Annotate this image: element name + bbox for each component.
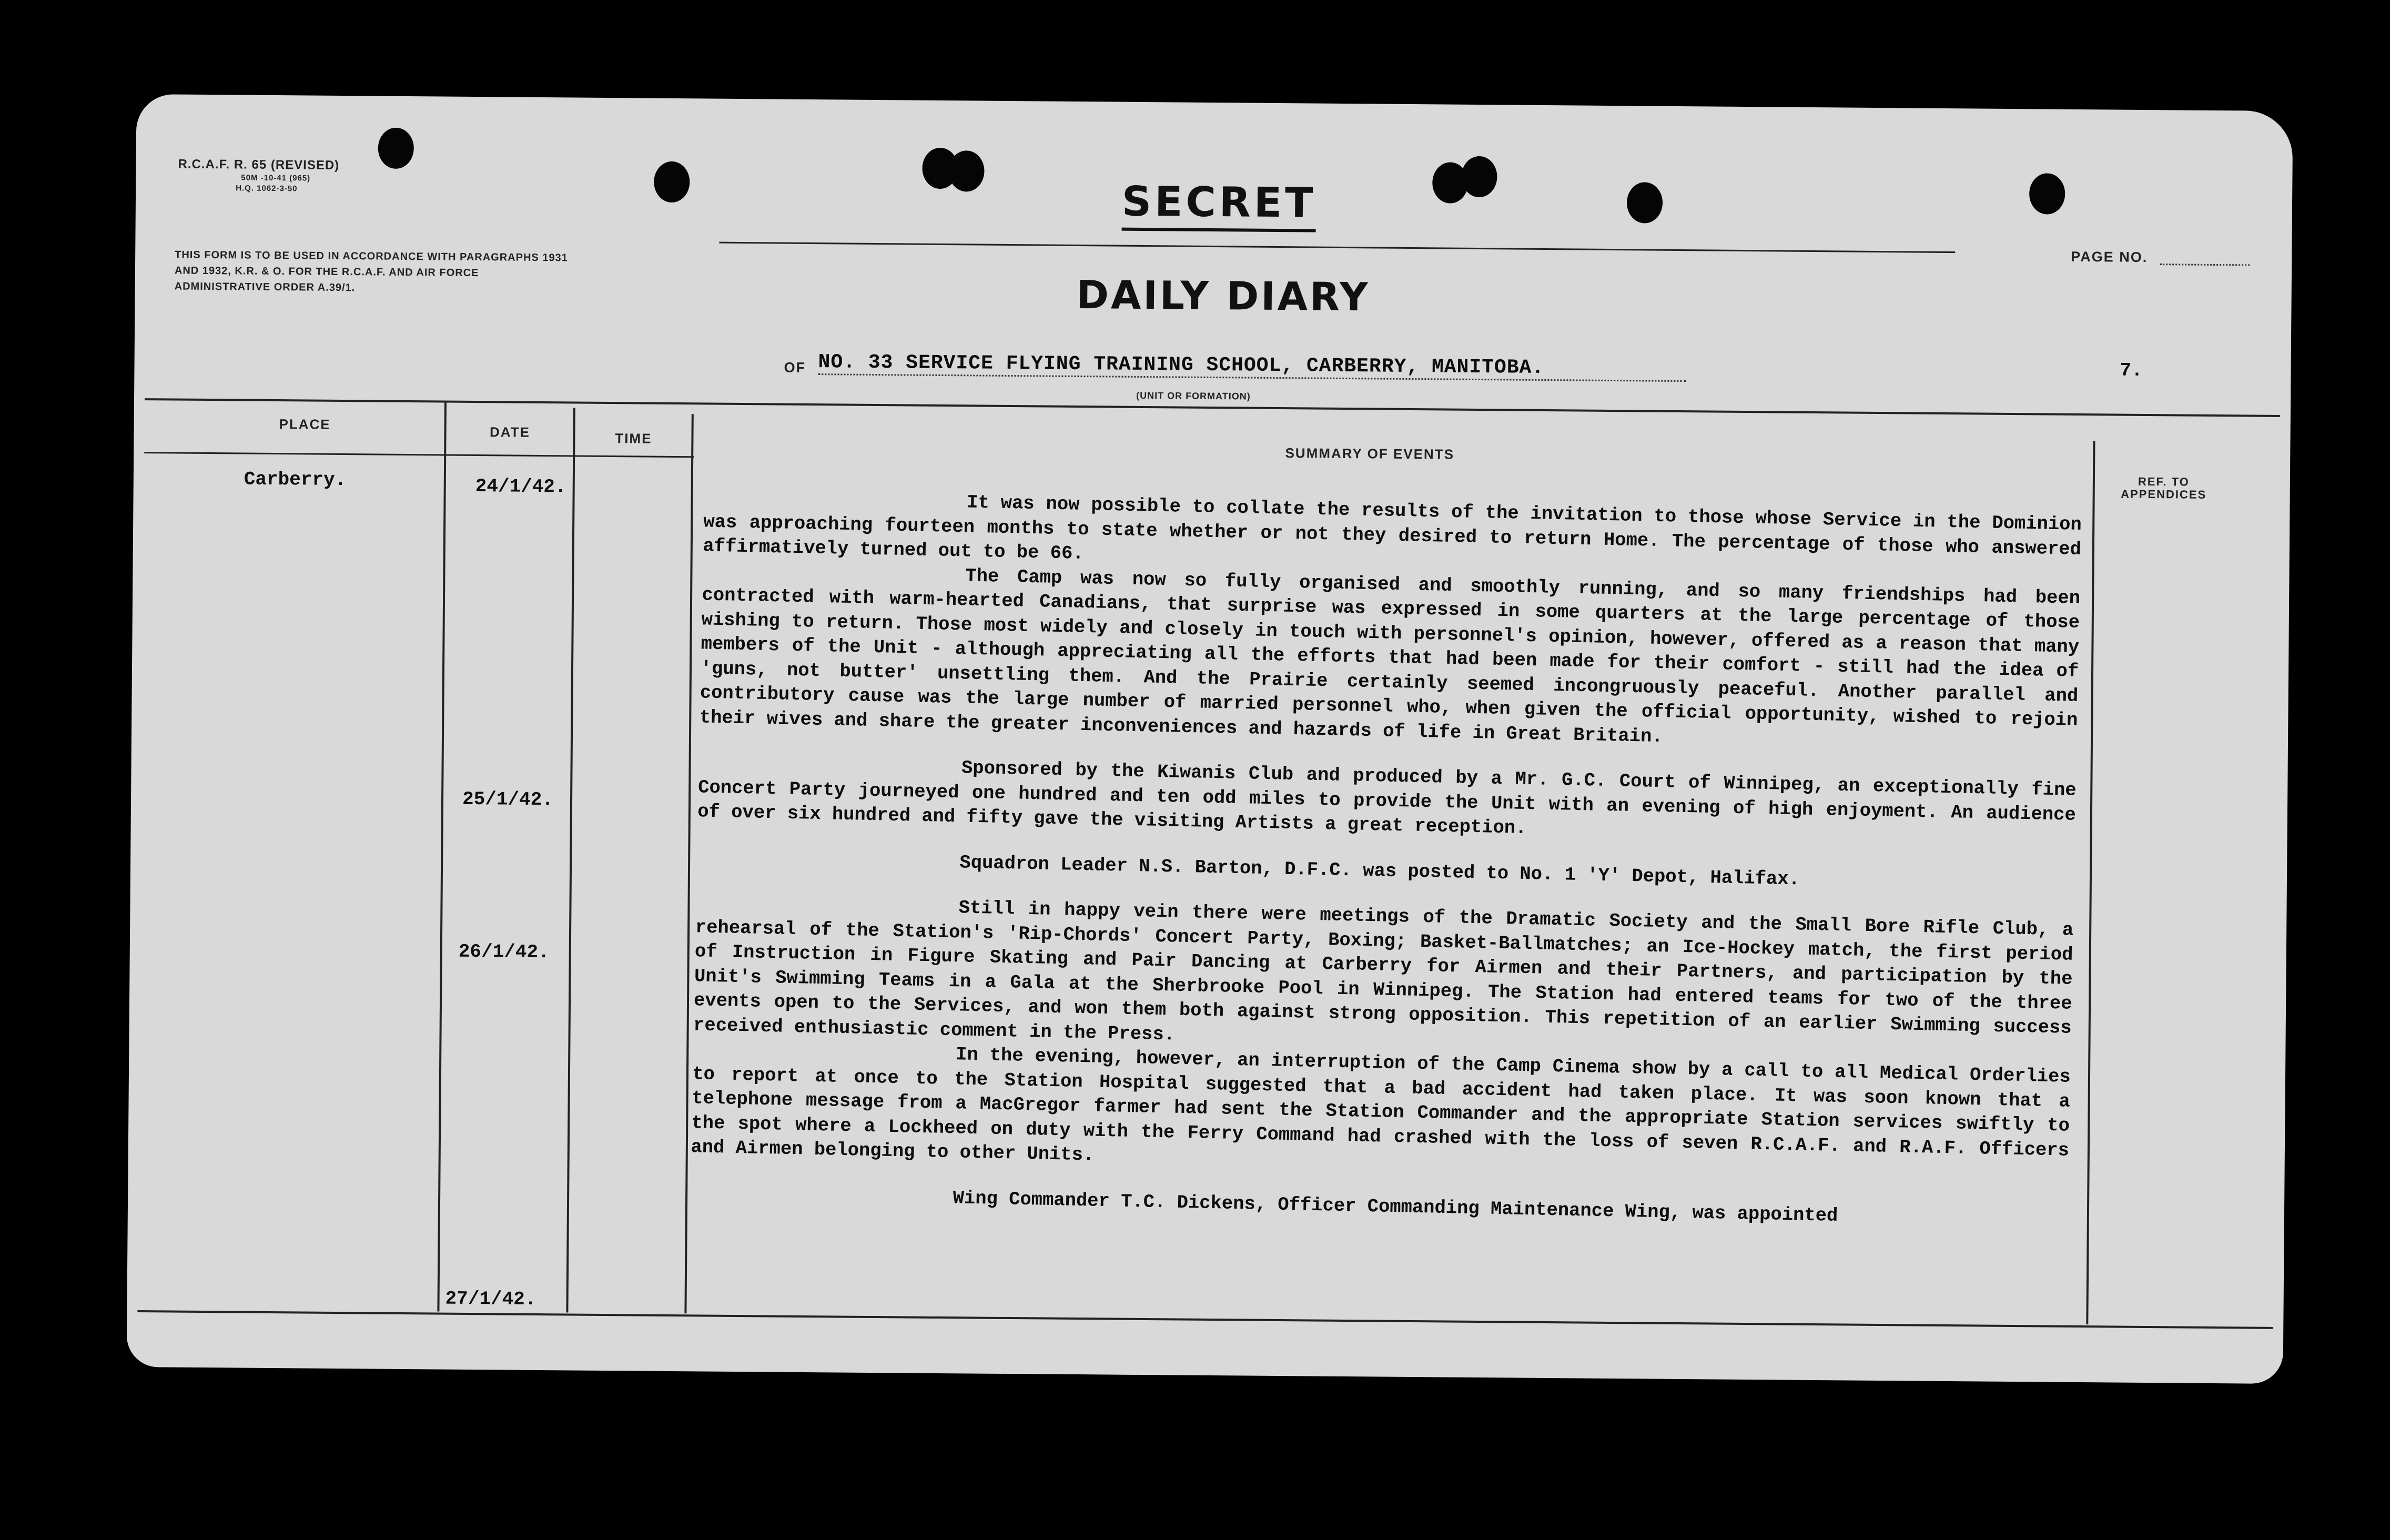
- column-header-time: TIME: [615, 430, 652, 447]
- summary-paragraph: Wing Commander T.C. Dickens, Officer Commanding Maintenance Wing, was appointed: [953, 1187, 1838, 1227]
- summary-of-events: [690, 485, 2082, 1232]
- summary-paragraph: In the evening, however, an interruption of the Camp Cinema show by a call to all Medical Orderlies to report at once to the Station Hospital suggested that a bad accident had taken place. It was soon known that a telephone message from a MacGregor farmer had sent the Station Commander and the appropriate Station services swiftly to the spot where a Lockheed on duty with the Ferry Command had crashed with the loss of seven R.C.A.F. and R.A.F. Officers and Airmen belonging to other Units.: [691, 1043, 2071, 1166]
- column-header-place: PLACE: [279, 416, 331, 432]
- column-header-rule: [144, 452, 694, 458]
- summary-paragraph: The Camp was now so fully organised and smoothly running, and so many friendships had been contracted with warm-hearted Canadians, that surprise was expressed in some quarters at the large percentage of those wishing to return. Those most widely and closely in touch with personnel's opinion, however, offered as a reason that many members of the Unit - although appreciating all the efforts that had been made for their comfort - still had the idea of 'guns, not butter' unsettling them. And the Prairie certainly seemed incongruously peaceful. Another parallel and contributory cause was the large number of married personnel who, when given the official opportunity, wished to rejoin their wives and share the greater inconveniences and hazards of life in Great Britain.: [699, 564, 2081, 747]
- punch-hole: [1627, 182, 1663, 224]
- column-divider-date: [566, 408, 575, 1312]
- page-number-dotted-line: [2160, 264, 2250, 266]
- summary-paragraph: It was now possible to collate the results of the invitation to those whose Service in the Dominion was approaching fourteen months to state whether or not they desired to return Home. The percentage of those who answered affirmatively turned out to be 66.: [703, 491, 2082, 564]
- page-title: DAILY DIARY: [1076, 272, 1370, 320]
- punch-hole: [654, 161, 690, 203]
- punch-hole: [378, 128, 414, 169]
- column-header-summary: SUMMARY OF EVENTS: [1285, 445, 1455, 462]
- form-identification: [178, 157, 339, 195]
- date-value: 24/1/42.: [475, 475, 566, 498]
- form-number: R.C.A.F. R. 65 (REVISED): [178, 157, 340, 173]
- table-bottom-rule: [137, 1310, 2273, 1329]
- summary-paragraph: Sponsored by the Kiwanis Club and produced by a Mr. G.C. Court of Winnipeg, an exceptionally fine Concert Party journeyed one hundred and ten odd miles to provide the Unit with an evening of high enjoyment. An audience of over six hundred and fifty gave the visiting Artists a great reception.: [697, 757, 2077, 839]
- punch-hole: [948, 150, 985, 192]
- unit-of-label: OF: [784, 359, 806, 376]
- diary-form-sheet: [127, 94, 2293, 1384]
- page-number-value: 7.: [2120, 359, 2143, 381]
- classification-stamp: SECRET: [1122, 178, 1316, 232]
- column-divider-place: [437, 402, 447, 1312]
- date-value: 25/1/42.: [462, 788, 554, 811]
- punch-hole: [2029, 173, 2065, 215]
- place-value: Carberry.: [244, 468, 347, 491]
- page-number-label: PAGE NO.: [2071, 248, 2148, 265]
- column-header-date: DATE: [489, 424, 531, 440]
- column-divider-ref: [2086, 441, 2095, 1324]
- unit-formation-value: NO. 33 SERVICE FLYING TRAINING SCHOOL, CARBERRY, MANITOBA.: [818, 351, 1686, 382]
- form-instructions: THIS FORM IS TO BE USED IN ACCORDANCE WITH PARAGRAPHS 1931 AND 1932, K.R. & O. FOR THE R.C.A.F. AND AIR FORCE ADMINISTRATIVE ORDER A.39/1.: [174, 249, 568, 294]
- punch-hole: [1461, 156, 1497, 198]
- column-header-ref: REF. TO APPENDICES: [2121, 474, 2207, 501]
- date-value: 26/1/42.: [458, 940, 550, 964]
- form-print-code: 50M -10-41 (965): [241, 173, 311, 183]
- unit-caption: (UNIT OR FORMATION): [1136, 390, 1251, 402]
- summary-paragraph: Still in happy vein there were meetings of the Dramatic Society and the Small Bore Rifle Club, a rehearsal of the Station's 'Rip-Chords' Concert Party, Boxing; Basket-Ballmatches; an Ice-Hockey match, the first period of Instruction in Figure Skating and Pair Dancing at Carberry for Airmen and their Partners, and participation by the Unit's Swimming Teams in a Gala at the Sherbrooke Pool in Winnipeg. The Station had entered teams for two of the three events open to the Services, and won them both against strong opposition. This repetition of an earlier Swimming success received enthusiastic comment in the Press.: [693, 897, 2074, 1046]
- summary-paragraph: Squadron Leader N.S. Barton, D.F.C. was posted to No. 1 'Y' Depot, Halifax.: [959, 851, 1800, 890]
- date-value: 27/1/42.: [445, 1288, 536, 1310]
- header-divider: [719, 242, 1955, 253]
- form-hq-code: H.Q. 1062-3-50: [236, 184, 298, 194]
